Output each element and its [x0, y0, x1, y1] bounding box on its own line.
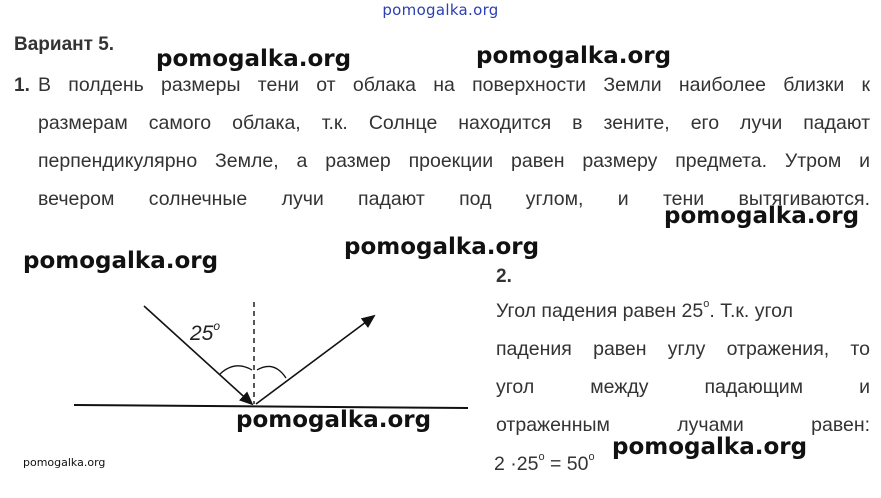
question-2-number: 2.	[496, 266, 512, 287]
watermark: pomogalka.org	[236, 407, 432, 433]
angle-label: 25$^o$	[190, 319, 221, 345]
reflection-arc	[257, 366, 286, 378]
watermark: pomogalka.org	[23, 248, 219, 274]
incidence-arc	[220, 366, 252, 374]
incident-ray	[144, 306, 252, 404]
watermark-small: pomogalka.org	[23, 456, 106, 469]
question-1-line-2: размерам самого облака, т.к. Солнце находится в зените, его лучи падают	[38, 112, 870, 134]
question-1-line-4: вечером солнечные лучи падают под углом, и тени вытягиваются.	[38, 188, 870, 210]
watermark: pomogalka.org	[612, 434, 808, 460]
watermark: pomogalka.org	[476, 43, 672, 69]
top-watermark: pomogalka.org	[382, 1, 499, 19]
question-1-line-3: перпендикулярно Земле, а размер проекции равен размеру предмета. Утром и	[38, 150, 870, 172]
watermark: pomogalka.org	[344, 234, 540, 260]
watermark: pomogalka.org	[156, 46, 352, 72]
question-2-line-1: Угол падения равен 25$^o$. Т.к. угол	[496, 298, 793, 322]
question-2-line-4: отраженным лучами равен:	[496, 414, 870, 436]
answer-formula: $2 \cdot 25^o = 50^o$	[494, 451, 595, 475]
variant-title: Вариант 5.	[14, 34, 115, 55]
reflected-ray	[256, 316, 374, 404]
reflection-diagram	[60, 300, 480, 420]
watermark: pomogalka.org	[664, 203, 860, 229]
question-2-line-2: падения равен углу отражения, то	[496, 338, 870, 360]
question-2-line-3: угол между падающим и	[496, 376, 870, 398]
question-1-line-1: В полдень размеры тени от облака на поверхности Земли наиболее близки к	[38, 74, 870, 96]
question-1-number: 1.	[14, 75, 30, 96]
